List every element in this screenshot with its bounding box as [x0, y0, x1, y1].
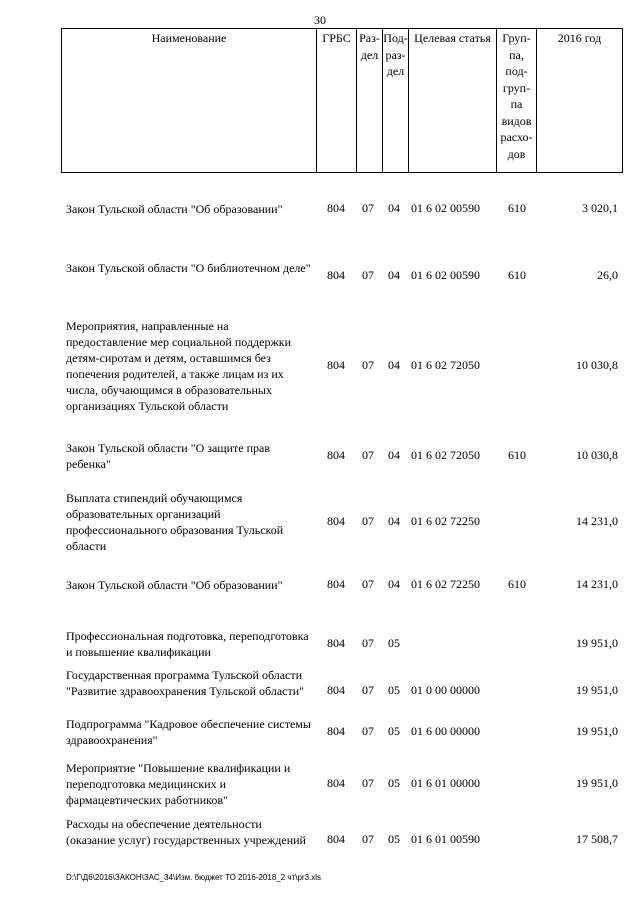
row-podrazdel: 05	[388, 776, 400, 790]
row-target: 01 6 02 00590	[411, 201, 480, 215]
header-group-line: дов	[507, 146, 526, 161]
row-grbs: 804	[327, 636, 345, 650]
row-name: Закон Тульской области "Об образовании"	[66, 578, 283, 592]
row-grbs: 804	[327, 832, 345, 846]
row-podrazdel: 05	[388, 636, 400, 650]
row-target: 01 6 02 72250	[411, 577, 480, 591]
row-podrazdel: 05	[388, 724, 400, 738]
header-year: 2016 год	[557, 31, 602, 45]
row-razdel: 07	[362, 514, 374, 528]
row-amount: 14 231,0	[576, 577, 618, 591]
header-group-line: расхо-	[500, 130, 533, 144]
header-podrazdel	[383, 29, 409, 172]
row-razdel: 07	[362, 776, 374, 790]
row-grbs: 804	[327, 201, 345, 215]
row-name: Закон Тульской области "О библиотечном деле"	[66, 261, 311, 275]
header-group	[497, 29, 537, 172]
row-grbs: 804	[327, 448, 345, 462]
row-grbs: 804	[327, 514, 345, 528]
row-razdel: 07	[362, 577, 374, 591]
row-podrazdel: 04	[388, 201, 400, 215]
row-grbs: 804	[327, 577, 345, 591]
row-group: 610	[508, 448, 526, 462]
row-group: 610	[508, 201, 526, 215]
row-amount: 19 951,0	[576, 636, 618, 650]
row-grbs: 804	[327, 358, 345, 372]
header-group-line: груп-	[502, 80, 531, 95]
row-name: Выплата стипендий обучающимся образовательных организаций профессионального образования Тульской области	[66, 491, 284, 553]
row-podrazdel: 05	[388, 832, 400, 846]
row-razdel: 07	[362, 448, 374, 462]
row-target: 01 6 02 72050	[411, 358, 480, 372]
row-amount: 19 951,0	[576, 724, 618, 738]
header-name: Наименование	[62, 29, 317, 172]
row-podrazdel: 04	[388, 448, 400, 462]
row-amount: 17 508,7	[576, 832, 618, 846]
row-amount: 19 951,0	[576, 776, 618, 790]
row-amount: 10 030,8	[576, 448, 618, 462]
row-target: 01 6 02 00590	[411, 268, 480, 282]
row-target: 01 6 02 72250	[411, 514, 480, 528]
row-grbs: 804	[327, 776, 345, 790]
row-razdel: 07	[362, 683, 374, 697]
footer-file-path: D:\Г\Д6\2016\ЗАКОН\ЗАС_34\Изм. бюджет ТО 2016-2018_2 чт\pr3.xls	[66, 873, 322, 882]
header-group-line: па	[510, 97, 523, 111]
header-podrazdel-line: раз-	[385, 47, 406, 62]
row-name: Расходы на обеспечение деятельности (оказание услуг) государственных учреждений	[66, 817, 306, 847]
header-razdel-line: дел	[360, 47, 379, 62]
header-grbs: ГРБС	[317, 29, 357, 172]
header-razdel-line: Раз-	[359, 31, 380, 45]
row-razdel: 07	[362, 358, 374, 372]
row-podrazdel: 04	[388, 268, 400, 282]
row-razdel: 07	[362, 201, 374, 215]
row-amount: 26,0	[597, 268, 618, 282]
row-target: 01 6 00 00000	[411, 724, 480, 738]
row-podrazdel: 04	[388, 358, 400, 372]
row-name: Мероприятия, направленные на предоставление мер социальной поддержки детям-сиротам и детям, оставшимся без попечения родителей, а также лицам из их числа, обучающимся в образовательных организациях Тульской области	[66, 319, 292, 413]
row-podrazdel: 04	[388, 514, 400, 528]
table-header	[61, 28, 623, 173]
row-amount: 3 020,1	[582, 201, 618, 215]
row-podrazdel: 04	[388, 577, 400, 591]
row-target: 01 6 01 00590	[411, 832, 480, 846]
row-target: 01 6 02 72050	[411, 448, 480, 462]
row-name: Закон Тульской области "О защите прав ребенка"	[66, 441, 271, 471]
row-amount: 19 951,0	[576, 683, 618, 697]
row-razdel: 07	[362, 832, 374, 846]
row-name: Подпрограмма "Кадровое обеспечение системы здравоохранения"	[66, 717, 311, 747]
row-group: 610	[508, 268, 526, 282]
header-group-line: под-	[505, 64, 528, 78]
row-target: 01 0 00 00000	[411, 683, 480, 697]
row-podrazdel: 05	[388, 683, 400, 697]
row-group: 610	[508, 577, 526, 591]
row-grbs: 804	[327, 724, 345, 738]
header-podrazdel-line: Под-	[383, 31, 408, 45]
header-group-line: па,	[509, 47, 524, 62]
row-amount: 14 231,0	[576, 514, 618, 528]
row-razdel: 07	[362, 268, 374, 282]
row-grbs: 804	[327, 268, 345, 282]
header-podrazdel-line: дел	[386, 64, 405, 78]
row-name: Закон Тульской области "Об образовании"	[66, 202, 283, 216]
row-name: Мероприятие "Повышение квалификации и переподготовка медицинских и фармацевтических работников"	[66, 761, 291, 807]
header-razdel	[357, 29, 383, 172]
row-name: Государственная программа Тульской области "Развитие здравоохранения Тульской области"	[66, 668, 305, 698]
row-grbs: 804	[327, 683, 345, 697]
row-target: 01 6 01 00000	[411, 776, 480, 790]
page-number: 30	[314, 13, 326, 27]
row-razdel: 07	[362, 724, 374, 738]
header-group-line: видов	[501, 113, 532, 128]
row-amount: 10 030,8	[576, 358, 618, 372]
row-razdel: 07	[362, 636, 374, 650]
header-group-line: Груп-	[502, 31, 531, 45]
row-name: Профессиональная подготовка, переподготовка и повышение квалификации	[66, 629, 309, 659]
header-target: Целевая статья	[409, 29, 497, 172]
